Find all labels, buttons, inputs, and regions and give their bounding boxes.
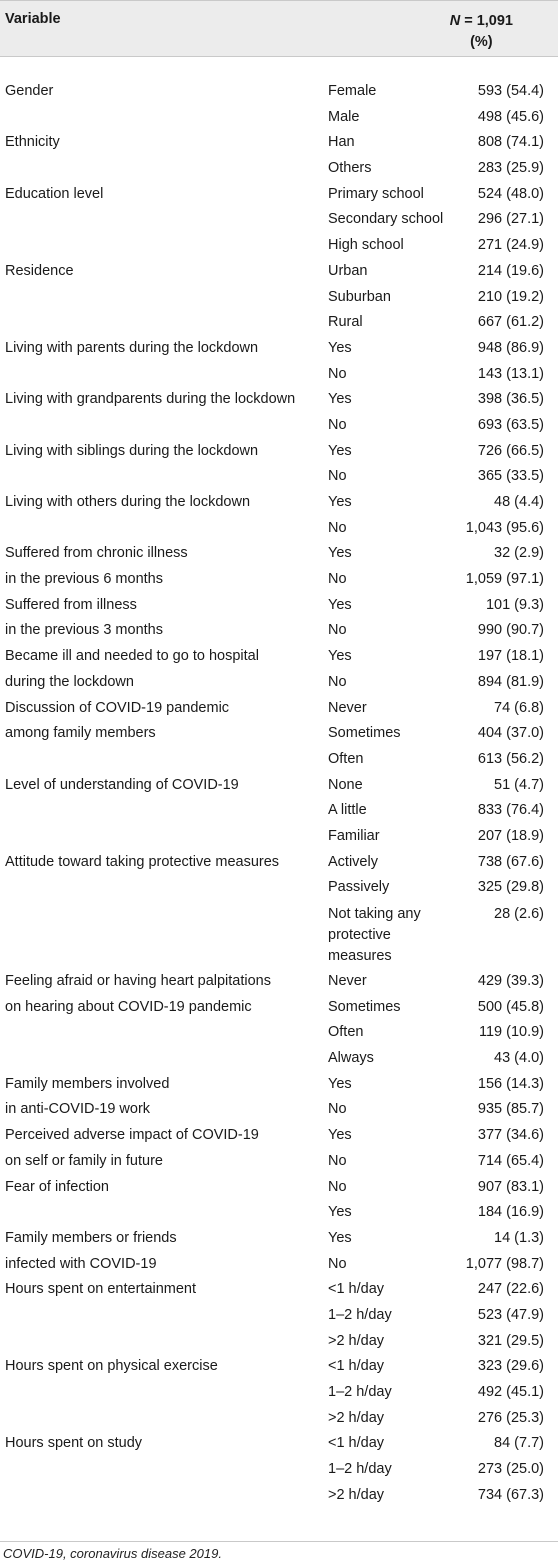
variable-label: Hours spent on study bbox=[5, 1435, 143, 1452]
count-value: 28 (2.6) bbox=[494, 906, 544, 922]
table-row bbox=[0, 1149, 558, 1175]
table-group bbox=[0, 1277, 558, 1354]
count-value: 500 (45.8) bbox=[477, 998, 544, 1015]
count-value: 32 (2.9) bbox=[494, 545, 544, 562]
count-value: 273 (25.0) bbox=[477, 1461, 544, 1478]
count-value: 101 (9.3) bbox=[485, 596, 544, 613]
count-value: 325 (29.8) bbox=[477, 879, 544, 896]
category-label: Often bbox=[328, 750, 364, 767]
table-row bbox=[0, 1431, 558, 1457]
table-group bbox=[0, 387, 558, 438]
count-value: 143 (13.1) bbox=[477, 365, 544, 382]
variable-label: Fear of infection bbox=[5, 1178, 109, 1195]
category-label: No bbox=[328, 1101, 347, 1118]
count-value: 210 (19.2) bbox=[477, 288, 544, 305]
category-label: Yes bbox=[328, 339, 352, 356]
table-row bbox=[0, 79, 558, 105]
variable-label: Education level bbox=[5, 185, 104, 202]
variable-label: Family members or friends bbox=[5, 1229, 177, 1246]
table-row bbox=[0, 1020, 558, 1046]
variable-label: Discussion of COVID-19 pandemic bbox=[5, 699, 230, 716]
category-label: Yes bbox=[328, 596, 352, 613]
category-label: None bbox=[328, 776, 363, 793]
table-row bbox=[0, 439, 558, 465]
count-value: 734 (67.3) bbox=[477, 1486, 544, 1503]
category-label: >2 h/day bbox=[328, 1409, 385, 1426]
variable-label: Living with siblings during the lockdown bbox=[5, 442, 259, 459]
variable-label: Feeling afraid or having heart palpitations bbox=[5, 973, 271, 989]
count-value: 524 (48.0) bbox=[477, 185, 544, 202]
count-value: 1,059 (97.1) bbox=[465, 571, 544, 588]
table-row bbox=[0, 1200, 558, 1226]
footnote-divider bbox=[0, 1541, 558, 1542]
category-label: Others bbox=[328, 160, 372, 177]
category-label: Rural bbox=[328, 314, 363, 331]
table-row bbox=[0, 413, 558, 439]
count-value: 197 (18.1) bbox=[477, 648, 544, 665]
table-row bbox=[0, 516, 558, 542]
table-row bbox=[0, 670, 558, 696]
count-value: 207 (18.9) bbox=[477, 827, 544, 844]
category-label: Never bbox=[328, 699, 367, 716]
table-group bbox=[0, 1123, 558, 1174]
count-value: 377 (34.6) bbox=[477, 1127, 544, 1144]
category-label: Never bbox=[328, 973, 367, 989]
table-row bbox=[0, 798, 558, 824]
count-value: 74 (6.8) bbox=[494, 699, 544, 716]
table-row bbox=[0, 567, 558, 593]
table-row bbox=[0, 182, 558, 208]
category-label: Yes bbox=[328, 545, 352, 562]
count-value: 693 (63.5) bbox=[477, 416, 544, 433]
table-row bbox=[0, 1329, 558, 1355]
category-label: Familiar bbox=[328, 827, 380, 844]
table-row bbox=[0, 773, 558, 799]
variable-label: Gender bbox=[5, 83, 54, 99]
count-value: 51 (4.7) bbox=[494, 776, 544, 793]
category-label: Yes bbox=[328, 1127, 352, 1144]
table-row bbox=[0, 156, 558, 182]
table-row bbox=[0, 1406, 558, 1432]
table-row bbox=[0, 387, 558, 413]
category-label: No bbox=[328, 571, 347, 588]
table-row bbox=[0, 105, 558, 131]
count-value: 283 (25.9) bbox=[477, 160, 544, 177]
count-value: 43 (4.0) bbox=[494, 1050, 544, 1067]
table-group bbox=[0, 1431, 558, 1508]
category-label: Sometimes bbox=[328, 998, 401, 1015]
table-group bbox=[0, 773, 558, 850]
table-row bbox=[0, 1457, 558, 1483]
count-value: 738 (67.6) bbox=[477, 853, 544, 870]
table-group bbox=[0, 1226, 558, 1277]
header-n-value: = 1,091 bbox=[460, 13, 513, 29]
count-value: 398 (36.5) bbox=[477, 391, 544, 408]
table-row bbox=[0, 618, 558, 644]
table-group bbox=[0, 1175, 558, 1226]
table-row bbox=[0, 362, 558, 388]
table-group bbox=[0, 259, 558, 336]
count-value: 296 (27.1) bbox=[477, 211, 544, 228]
variable-label: in anti-COVID-19 work bbox=[5, 1101, 151, 1118]
count-value: 323 (29.6) bbox=[477, 1358, 544, 1375]
variable-label: during the lockdown bbox=[5, 673, 134, 690]
table-row bbox=[0, 285, 558, 311]
table-footnote: COVID-19, coronavirus disease 2019. bbox=[3, 1546, 222, 1561]
table-group bbox=[0, 182, 558, 259]
category-label: Yes bbox=[328, 1075, 352, 1092]
count-value: 498 (45.6) bbox=[477, 108, 544, 125]
table-group bbox=[0, 593, 558, 644]
table-row bbox=[0, 696, 558, 722]
category-label: No bbox=[328, 1152, 347, 1169]
table-group bbox=[0, 439, 558, 490]
count-value: 894 (81.9) bbox=[477, 673, 544, 690]
table-row bbox=[0, 1175, 558, 1201]
variable-label: on hearing about COVID-19 pandemic bbox=[5, 998, 252, 1015]
variable-label: on self or family in future bbox=[5, 1152, 163, 1169]
header-variable: Variable bbox=[5, 11, 61, 27]
count-value: 667 (61.2) bbox=[477, 314, 544, 331]
count-value: 990 (90.7) bbox=[477, 622, 544, 639]
count-value: 119 (10.9) bbox=[478, 1024, 544, 1041]
table-row bbox=[0, 464, 558, 490]
category-label: Male bbox=[328, 108, 360, 125]
count-value: 271 (24.9) bbox=[477, 237, 544, 254]
count-value: 613 (56.2) bbox=[477, 750, 544, 767]
category-label: 1–2 h/day bbox=[328, 1461, 392, 1478]
table-row bbox=[0, 1354, 558, 1380]
count-value: 276 (25.3) bbox=[477, 1409, 544, 1426]
table-row bbox=[0, 310, 558, 336]
table-row bbox=[0, 259, 558, 285]
count-value: 365 (33.5) bbox=[477, 468, 544, 485]
count-value: 492 (45.1) bbox=[477, 1384, 544, 1400]
table-group bbox=[0, 130, 558, 181]
table-group bbox=[0, 969, 558, 1072]
table-row bbox=[0, 1303, 558, 1329]
category-label: No bbox=[328, 519, 347, 536]
category-label: No bbox=[328, 1178, 347, 1195]
variable-label: Living with others during the lockdown bbox=[5, 494, 251, 510]
category-label: No bbox=[328, 365, 347, 382]
count-value: 833 (76.4) bbox=[477, 802, 544, 819]
variable-label: infected with COVID-19 bbox=[5, 1255, 157, 1272]
variable-label: Ethnicity bbox=[5, 134, 60, 151]
table-row bbox=[0, 995, 558, 1021]
variable-label: Family members involved bbox=[5, 1075, 170, 1092]
table-row bbox=[0, 541, 558, 567]
count-value: 48 (4.4) bbox=[494, 494, 544, 510]
category-label: Not taking any protective measures bbox=[328, 906, 421, 964]
count-value: 247 (22.6) bbox=[477, 1281, 544, 1298]
category-label: Always bbox=[328, 1050, 374, 1067]
category-label: No bbox=[328, 416, 347, 433]
table-row bbox=[0, 1277, 558, 1303]
category-label: <1 h/day bbox=[328, 1281, 385, 1298]
variable-label: Living with parents during the lockdown bbox=[5, 339, 259, 356]
category-label: Yes bbox=[328, 442, 352, 459]
header-n-pct: (%) bbox=[470, 34, 493, 50]
table-group bbox=[0, 79, 558, 130]
category-label: Yes bbox=[328, 1204, 352, 1221]
variable-label: Living with grandparents during the lockdown bbox=[5, 391, 296, 408]
count-value: 429 (39.3) bbox=[477, 973, 544, 989]
count-value: 523 (47.9) bbox=[477, 1306, 544, 1323]
table-row bbox=[0, 747, 558, 773]
count-value: 907 (83.1) bbox=[477, 1178, 544, 1195]
category-label: 1–2 h/day bbox=[328, 1306, 392, 1323]
table-group bbox=[0, 644, 558, 695]
category-label: >2 h/day bbox=[328, 1486, 385, 1503]
category-label: Sometimes bbox=[328, 725, 401, 742]
category-label: Primary school bbox=[328, 185, 424, 202]
count-value: 321 (29.5) bbox=[477, 1332, 544, 1349]
category-label: Yes bbox=[328, 648, 352, 665]
table-group bbox=[0, 336, 558, 387]
variable-label: in the previous 3 months bbox=[5, 622, 163, 639]
variable-label: Level of understanding of COVID-19 bbox=[5, 776, 239, 793]
category-label: Urban bbox=[328, 262, 368, 279]
variable-label: Suffered from chronic illness bbox=[5, 545, 188, 562]
table-row bbox=[0, 824, 558, 850]
table-row bbox=[0, 1046, 558, 1072]
table-row bbox=[0, 207, 558, 233]
category-label: Han bbox=[328, 134, 355, 151]
count-value: 14 (1.3) bbox=[494, 1229, 544, 1246]
table-row bbox=[0, 969, 558, 995]
table-row bbox=[0, 593, 558, 619]
category-label: 1–2 h/day bbox=[328, 1384, 392, 1400]
variable-label: Residence bbox=[5, 262, 74, 279]
category-label: Yes bbox=[328, 1229, 352, 1246]
category-label: Actively bbox=[328, 853, 378, 870]
category-label: Suburban bbox=[328, 288, 391, 305]
header-n bbox=[450, 11, 513, 53]
count-value: 1,043 (95.6) bbox=[465, 519, 544, 536]
category-label: No bbox=[328, 622, 347, 639]
table-row bbox=[0, 336, 558, 362]
category-label: Often bbox=[328, 1024, 364, 1041]
variable-label: Hours spent on physical exercise bbox=[5, 1358, 218, 1375]
count-value: 808 (74.1) bbox=[477, 134, 544, 151]
count-value: 184 (16.9) bbox=[477, 1204, 544, 1221]
count-value: 404 (37.0) bbox=[477, 725, 544, 742]
table-row bbox=[0, 1380, 558, 1406]
count-value: 214 (19.6) bbox=[477, 262, 544, 279]
table-row bbox=[0, 875, 558, 901]
variable-label: Attitude toward taking protective measures bbox=[5, 853, 280, 870]
category-label: >2 h/day bbox=[328, 1332, 385, 1349]
table-row bbox=[0, 1483, 558, 1509]
category-label: High school bbox=[328, 237, 404, 254]
table-group bbox=[0, 1072, 558, 1123]
table-group bbox=[0, 541, 558, 592]
variable-label: in the previous 6 months bbox=[5, 571, 163, 588]
table-body bbox=[0, 57, 558, 1508]
table-row bbox=[0, 490, 558, 516]
count-value: 948 (86.9) bbox=[477, 339, 544, 356]
table-row bbox=[0, 850, 558, 876]
header-n-symbol: N bbox=[449, 13, 461, 29]
category-label: <1 h/day bbox=[328, 1435, 385, 1452]
category-label: <1 h/day bbox=[328, 1358, 385, 1375]
variable-label: Hours spent on entertainment bbox=[5, 1281, 197, 1298]
category-label: Female bbox=[328, 83, 377, 99]
variable-label: among family members bbox=[5, 725, 156, 742]
table-group bbox=[0, 696, 558, 773]
category-label: A little bbox=[328, 802, 367, 819]
count-value: 84 (7.7) bbox=[494, 1435, 544, 1452]
category-label: No bbox=[328, 673, 347, 690]
category-label: Yes bbox=[328, 391, 352, 408]
category-label: Secondary school bbox=[328, 211, 444, 228]
table-row bbox=[0, 644, 558, 670]
table-row bbox=[0, 130, 558, 156]
table-row bbox=[0, 1097, 558, 1123]
category-label: Passively bbox=[328, 879, 390, 896]
count-value: 726 (66.5) bbox=[477, 442, 544, 459]
table-group bbox=[0, 850, 558, 969]
count-value: 935 (85.7) bbox=[477, 1101, 544, 1118]
table-group bbox=[0, 490, 558, 541]
table-row bbox=[0, 1226, 558, 1252]
category-label: No bbox=[328, 468, 347, 485]
count-value: 156 (14.3) bbox=[477, 1075, 544, 1092]
table-row bbox=[0, 721, 558, 747]
category-label: No bbox=[328, 1255, 347, 1272]
count-value: 593 (54.4) bbox=[477, 83, 544, 99]
table-row bbox=[0, 1072, 558, 1098]
table-group bbox=[0, 1354, 558, 1431]
variable-label: Perceived adverse impact of COVID-19 bbox=[5, 1127, 259, 1144]
category-label: Yes bbox=[328, 494, 352, 510]
table-row bbox=[0, 233, 558, 259]
table-header bbox=[0, 0, 558, 57]
variable-label: Became ill and needed to go to hospital bbox=[5, 648, 259, 665]
variable-label: Suffered from illness bbox=[5, 596, 137, 613]
table-row bbox=[0, 1252, 558, 1278]
table-row bbox=[0, 901, 558, 969]
count-value: 714 (65.4) bbox=[477, 1152, 544, 1169]
table-row bbox=[0, 1123, 558, 1149]
count-value: 1,077 (98.7) bbox=[465, 1255, 544, 1272]
